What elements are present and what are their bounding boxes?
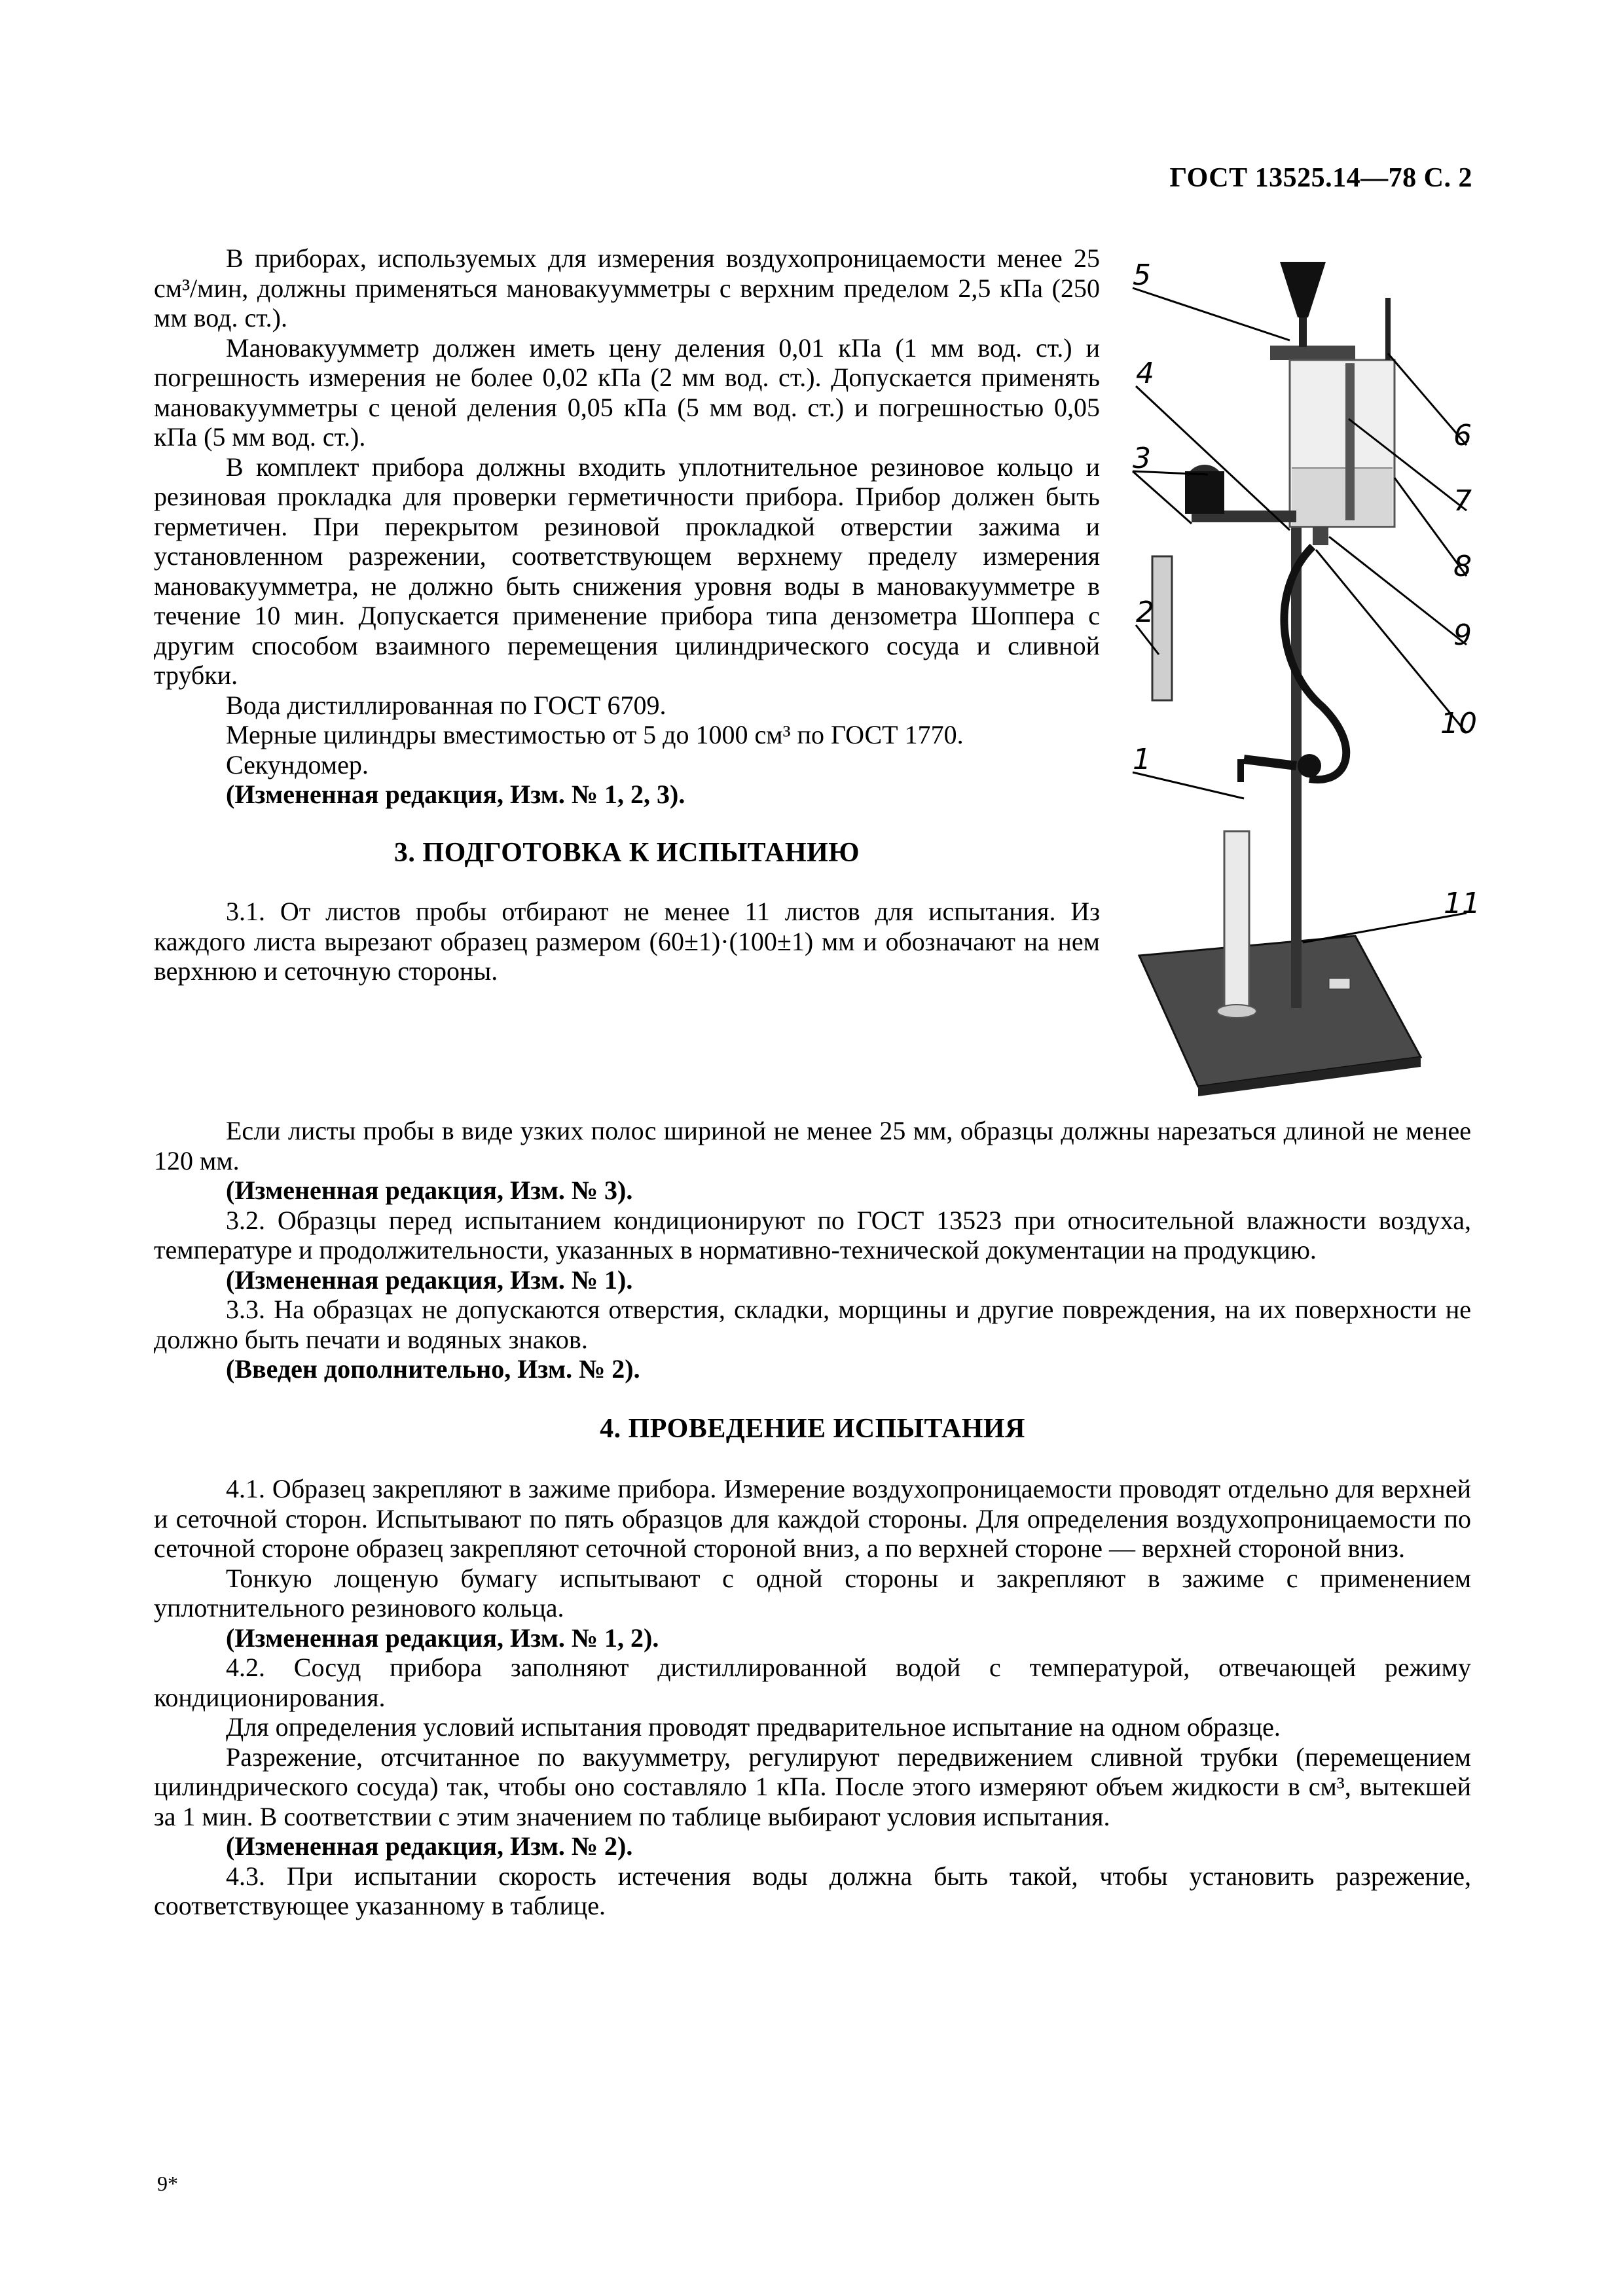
leader-3a (1133, 471, 1192, 524)
paragraph: Мановакуумметр должен иметь цену деления 0,01 кПа (1 мм вод. ст.) и погрешность измерения не более 0,02 кПа (2 мм вод. ст.). Допускается применять мановакуумметры с ценой деления 0,05 кПа (5 мм вод. ст.) и погрешностью 0,05 кПа (5 мм вод. ст.). (154, 332, 1100, 452)
leader-11 (1303, 913, 1467, 942)
funnel (1280, 262, 1326, 317)
amendment-note: (Измененная редакция, Изм. № 1, 2). (226, 1623, 659, 1653)
amendment-note: (Измененная редакция, Изм. № 1, 2, 3). (226, 780, 685, 809)
callout-label-3: 3 (1133, 442, 1151, 475)
paragraph: Вода дистиллированная по ГОСТ 6709. (226, 690, 666, 720)
clamp-body (1185, 471, 1224, 514)
amendment-note: (Измененная редакция, Изм. № 1). (226, 1265, 633, 1295)
vessel-water (1292, 468, 1393, 525)
amendment-note: (Измененная редакция, Изм. № 3). (226, 1175, 633, 1205)
funnel-stem (1299, 317, 1307, 347)
callout-label-8: 8 (1453, 550, 1472, 583)
amendment-note: (Введен дополнительно, Изм. № 2). (226, 1354, 640, 1384)
paragraph: 4.1. Образец закрепляют в зажиме прибора. Измерение воздухопроницаемости проводят отдельно для верхней и сеточной сторон. Испытывают по пять образцов для каждой стороны. Для определения воздухопроницаемости по сеточной стороне образец закрепляют сеточной стороной вниз, а по верхней стороне — верхней стороной вниз. (154, 1474, 1471, 1563)
page-header: ГОСТ 13525.14—78 С. 2 (1169, 163, 1472, 193)
callout-label-10: 10 (1440, 707, 1477, 740)
paragraph: В приборах, используемых для измерения воздухопроницаемости менее 25 см³/мин, должны применяться мановакуумметры с верхним пределом 2,5 кПа (250 мм вод. ст.). (154, 243, 1100, 332)
manometer-tube (1152, 556, 1172, 700)
spout-holder (1244, 759, 1296, 766)
paragraph: 4.3. При испытании скорость истечения воды должна быть такой, чтобы установить разрежение, соответствующее указанному в таблице. (154, 1861, 1471, 1920)
callout-label-7: 7 (1453, 484, 1472, 518)
apparatus-figure (1113, 249, 1493, 1119)
callout-label-9: 9 (1453, 619, 1472, 652)
paragraph: Разрежение, отсчитанное по вакуумметру, регулируют передвижением сливной трубки (перемещением цилиндрического сосуда) так, чтобы оно составляло 1 кПа. После этого измеряют объем жидкости в см³, вытекшей за 1 мин. В соответствии с этим значением по таблице выбирают условия испытания. (154, 1742, 1471, 1831)
drain-tube (1345, 363, 1355, 520)
leader-10 (1316, 550, 1467, 733)
paragraph: 4.2. Сосуд прибора заполняют дистиллированной водой с температурой, отвечающей режиму кондиционирования. (154, 1653, 1471, 1712)
paragraph: Секундомер. (226, 749, 369, 780)
base-slot (1329, 978, 1350, 989)
column-text (154, 243, 1100, 986)
callout-label-5: 5 (1133, 259, 1151, 292)
paragraph: В комплект прибора должны входить уплотнительное резиновое кольцо и резиновая прокладка для проверки герметичности прибора. Прибор должен быть герметичен. При перекрытом резиновой прокладкой отверстии зажима и установленном разрежении, соответствующем верхнему пределу измерения мановакуумметра, не должно быть снижения уровня воды в мановакуумметре в течение 10 мин. Допускается применение прибора типа дензометра Шоппера с другим способом взаимного перемещения цилиндрического сосуда и сливной трубки. (154, 452, 1100, 690)
callout-label-11: 11 (1444, 887, 1480, 920)
callout-label-1: 1 (1133, 743, 1151, 776)
paragraph: Мерные цилиндры вместимостью от 5 до 1000 см³ по ГОСТ 1770. (226, 720, 964, 749)
full-text-block-1 (154, 1116, 1471, 1921)
paragraph: 3.1. От листов пробы отбирают не менее 11 листов для испытания. Из каждого листа вырезают образец размером (60±1)·(100±1) мм и обозначают на нем верхнюю и сеточную стороны. (154, 897, 1100, 986)
section-heading: 4. ПРОВЕДЕНИЕ ИСПЫТАНИЯ (600, 1413, 1025, 1444)
measuring-cylinder (1224, 831, 1249, 1008)
section-heading: 3. ПОДГОТОВКА К ИСПЫТАНИЮ (393, 837, 860, 868)
paragraph: 3.3. На образцах не допускаются отверстия, складки, морщины и другие повреждения, на их поверхности не должно быть печати и водяных знаков. (154, 1295, 1471, 1354)
paragraph: Если листы пробы в виде узких полос шириной не менее 25 мм, образцы должны нарезаться длиной не менее 120 мм. (154, 1116, 1471, 1175)
callout-label-2: 2 (1136, 596, 1154, 629)
holder-knob (1298, 754, 1321, 778)
paragraph: Тонкую лощеную бумагу испытывают с одной стороны и закрепляют в зажиме с применением уплотнительного резинового кольца. (154, 1563, 1471, 1623)
cylinder-foot (1217, 1005, 1256, 1018)
callout-label-4: 4 (1136, 357, 1154, 390)
paragraph: Для определения условий испытания проводят предварительное испытание на одном образце. (226, 1712, 1281, 1742)
page-footer-mark: 9* (157, 2172, 178, 2195)
amendment-note: (Измененная редакция, Изм. № 2). (226, 1831, 633, 1861)
tap (1313, 527, 1328, 545)
top-crossbar (1270, 346, 1355, 360)
paragraph: 3.2. Образцы перед испытанием кондиционируют по ГОСТ 13523 при относительной влажности воздуха, температуре и продолжительности, указанных в нормативно-технической документации на продукцию. (154, 1205, 1471, 1265)
callout-label-6: 6 (1453, 419, 1472, 452)
leader-5 (1133, 288, 1290, 340)
leader-1 (1133, 772, 1244, 798)
